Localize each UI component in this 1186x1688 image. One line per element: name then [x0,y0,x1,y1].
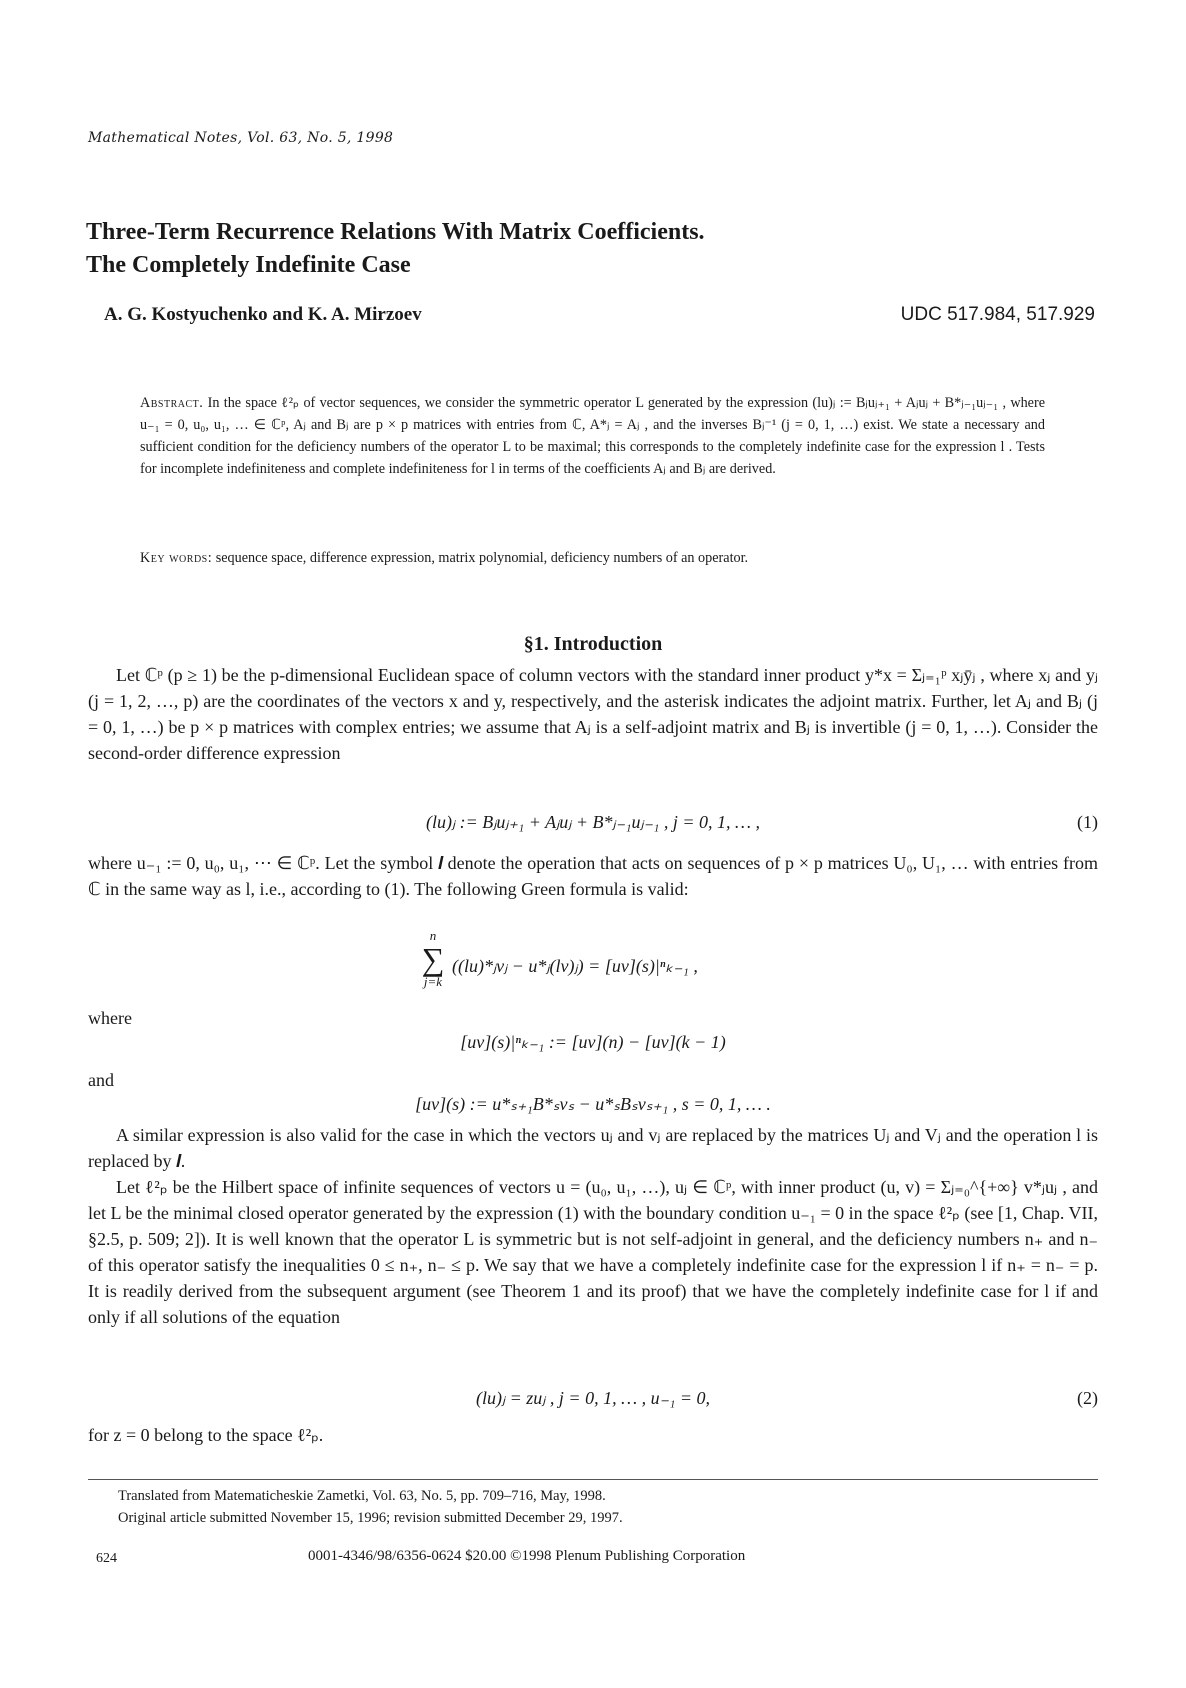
keywords [140,550,1045,567]
footnote-translated: Translated from Matematicheskie Zametki, Vol. 63, No. 5, pp. 709–716, May, 1998. [118,1488,606,1504]
abstract [140,392,1045,480]
authors: A. G. Kostyuchenko and K. A. Mirzoev [104,304,422,325]
keywords-text: sequence space, difference expression, matrix polynomial, deficiency numbers of an operator. [215,550,749,566]
and-label: and [88,1070,114,1090]
paragraph-2: where u₋₁ := 0, u₀, u₁, ⋯ ∈ ℂᵖ. Let the symbol 𝒍 denote the operation that acts on sequences of p × p matrices U₀, U₁, … with entries from ℂ in the same way as l, i.e., according to (1). The following Green formula is valid: [88,853,1098,899]
keywords-label: Key words: [140,550,213,566]
sum-lower-limit: j=k [423,974,443,989]
paper-title [86,216,705,282]
paragraph-3: A similar expression is also valid for the case in which the vectors uⱼ and vⱼ are replaced by the matrices Uⱼ and Vⱼ and the operation l is replaced by 𝒍. [88,1125,1098,1171]
paragraph-1: Let ℂᵖ (p ≥ 1) be the p-dimensional Euclidean space of column vectors with the standard inner product y*x = Σⱼ₌₁ᵖ xⱼȳⱼ , where xⱼ and yⱼ (j = 1, 2, …, p) are the coordinates of the vectors x and y, respectively, and the asterisk indicates the adjoint matrix. Further, let Aⱼ and Bⱼ (j = 0, 1, …) be p × p matrices with complex entries; we assume that Aⱼ is a self-adjoint matrix and Bⱼ is invertible (j = 0, 1, …). Consider the second-order difference expression [88,665,1098,763]
equation-2-number: (2) [1077,1388,1098,1408]
abstract-label: Abstract. [140,395,204,411]
sum-upper-limit: n [429,928,437,943]
equation-2: (lu)ⱼ = zuⱼ , j = 0, 1, … , u₋₁ = 0, [476,1388,710,1408]
footnote-divider [88,1479,1098,1480]
paragraph-5: for z = 0 belong to the space ℓ²ₚ. [88,1425,324,1445]
equation-and: [uv](s) := u*ₛ₊₁B*ₛvₛ − u*ₛBₛvₛ₊₁ , s = 0, 1, … . [415,1094,771,1114]
udc-code: UDC 517.984, 517.929 [900,304,1095,325]
title-line-2: The Completely Indefinite Case [86,252,411,278]
section-heading: §1. Introduction [523,633,663,655]
summation [418,928,448,990]
equation-1: (lu)ⱼ := Bⱼuⱼ₊₁ + Aⱼuⱼ + B*ⱼ₋₁uⱼ₋₁ , j = 0, 1, … , [425,812,761,832]
title-line-1: Three-Term Recurrence Relations With Matrix Coefficients. [86,219,705,245]
journal-header: Mathematical Notes, Vol. 63, No. 5, 1998 [88,130,394,146]
abstract-text: In the space ℓ²ₚ of vector sequences, we consider the symmetric operator L generated by the expression (lu)ⱼ := Bⱼuⱼ₊₁ + Aⱼuⱼ + B*ⱼ₋₁uⱼ₋₁ , where u₋₁ = 0, u₀, u₁, … ∈ ℂᵖ, Aⱼ and Bⱼ are p × p matrices with entries from ℂ, A*ⱼ = Aⱼ , and the inverses Bⱼ⁻¹ (j = 0, 1, …) exist. We state a necessary and sufficient condition for the deficiency numbers of the operator L to be maximal; this corresponds to the completely indefinite case for the expression l . Tests for incomplete indefiniteness and complete indefiniteness for l in terms of the coefficients Aⱼ and Bⱼ are derived. [140,395,1046,477]
equation-1-number: (1) [1077,812,1098,832]
copyright-line: 0001-4346/98/6356-0624 $20.00 ©1998 Plenum Publishing Corporation [308,1548,746,1564]
footnote-submitted: Original article submitted November 15, 1996; revision submitted December 29, 1997. [118,1510,623,1526]
page-number: 624 [96,1551,117,1566]
paragraph-4: Let ℓ²ₚ be the Hilbert space of infinite sequences of vectors u = (u₀, u₁, …), uⱼ ∈ ℂᵖ, with inner product (u, v) = Σⱼ₌₀^{+∞} v*ⱼuⱼ , and let L be the minimal closed operator generated by the expression (1) with the boundary condition u₋₁ = 0 in the space ℓ²ₚ (see [1, Chap. VII, §2.5, p. 509; 2]). It is well known that the operator L is symmetric but is not self-adjoint in general, and the deficiency numbers n₊ and n₋ of this operator satisfy the inequalities 0 ≤ n₊, n₋ ≤ p. We say that we have a completely indefinite case for the expression l if n₊ = n₋ = p. It is readily derived from the subsequent argument (see Theorem 1 and its proof) that we have the completely indefinite case for l if and only if all solutions of the equation [88,1177,1098,1327]
equation-where: [uv](s)|ⁿₖ₋₁ := [uv](n) − [uv](k − 1) [460,1032,726,1052]
sigma-symbol: ∑ [421,941,445,977]
where-label: where [88,1008,132,1028]
green-formula: ((lu)*ⱼvⱼ − u*ⱼ(lv)ⱼ) = [uv](s)|ⁿₖ₋₁ , [452,956,698,976]
